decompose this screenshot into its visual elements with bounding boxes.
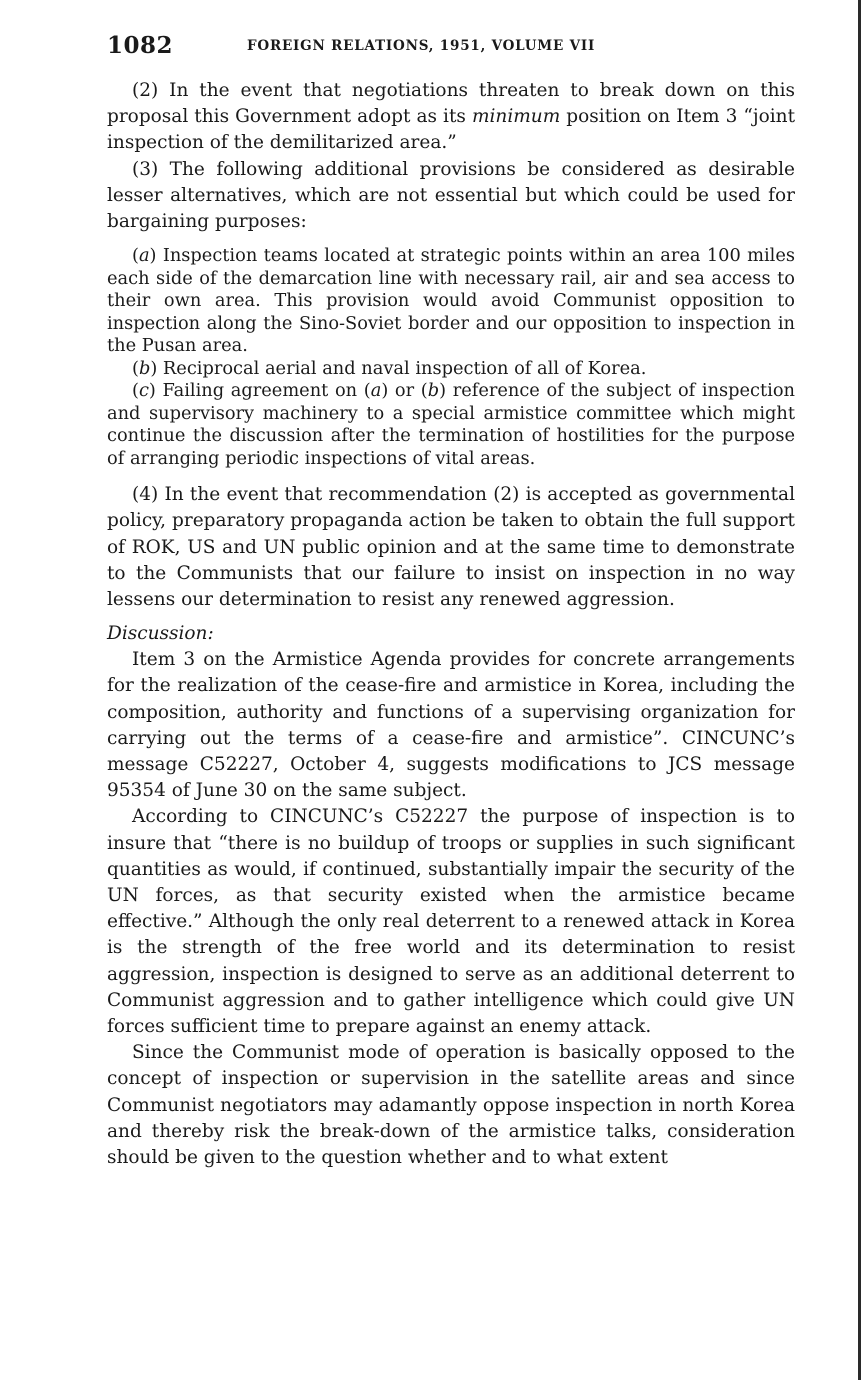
sub-item-a-letter: a <box>138 245 150 267</box>
sub-item-c-open: ( <box>132 380 139 402</box>
sub-item-b-open: ( <box>132 357 139 379</box>
paragraph-3: (3) The following additional provisions be considered as desirable lesser alternatives, which are not essential but which could be used for bargaining purposes: <box>107 158 795 233</box>
discussion-paragraph-1: Item 3 on the Armistice Agenda provides for concrete arrangements for the realization of the cease-fire and armistice in Korea, including the composition, authority and functions of a supervising organization for carrying out the terms of a cease-fire and armistice”. CINCUNC’s message C52227, October 4, suggests modifications to JCS message 95354 of June 30 on the same subject. <box>107 649 795 802</box>
discussion-paragraph-2: According to CINCUNC’s C52227 the purpose of inspection is to insure that “there is no buildup of troops or supplies in such significant quantities as would, if continued, substantially impair the security of the UN forces, as that security existed when the armistice became effective.” Although the only real deterrent to a renewed attack in Korea is the strength of the free world and its determination to resist aggression, inspection is designed to serve as an additional deterrent to Communist aggression and to gather intelligence which could give UN forces sufficient time to prepare against an enemy attack. <box>107 806 795 1038</box>
page-number: 1082 <box>107 32 174 59</box>
sub-item-b <box>107 358 795 381</box>
document-page <box>107 30 795 1171</box>
sub-item-c-letter: c <box>138 380 149 402</box>
discussion-heading: Discussion: <box>107 623 214 645</box>
sub-item-c-text-1: ) Failing agreement on ( <box>148 380 371 402</box>
sub-item-a <box>107 245 795 358</box>
sub-item-b-text: ) Reciprocal aerial and naval inspection of all of Korea. <box>150 357 647 379</box>
sub-item-c-ref-a: a <box>370 380 382 402</box>
paragraph-2-text: (2) In the event that negotiations threaten to break down on this proposal this Government adopt as its <box>107 80 795 128</box>
paragraph-4: (4) In the event that recommendation (2) is accepted as governmental policy, preparatory propaganda action be taken to obtain the full support of ROK, US and UN public opinion and at the same time to demonstrate to the Communists that our failure to insist on inspection in no way lessens our determination to resist any renewed aggression. <box>107 484 795 611</box>
sub-item-c <box>107 380 795 470</box>
running-header <box>107 30 795 66</box>
sub-item-c-text-2: ) or ( <box>381 380 428 402</box>
sub-item-a-text: ) Inspection teams located at strategic points within an area 100 miles each side of the demarcation line with necessary rail, air and sea access to their own area. This provision would avoid Communist opposition to inspection along the Sino-Soviet border and our opposition to inspection in the Pusan area. <box>107 245 795 357</box>
paragraph-2-emphasis: minimum <box>471 106 561 128</box>
discussion-paragraph-3: Since the Communist mode of operation is basically opposed to the concept of inspection or supervision in the satellite areas and since Communist negotiators may adamantly oppose inspection in north Korea and thereby risk the break-down of the armistice talks, consideration should be given to the question whether and to what extent <box>107 1042 795 1169</box>
sub-item-c-text-3: ) reference of the subject of inspection and supervisory machinery to a special armistice committee which might continue the discussion after the termination of hostilities for the purpose of arranging periodic inspections of vital areas. <box>107 380 796 469</box>
sub-item-c-ref-b: b <box>427 380 440 402</box>
running-title: FOREIGN RELATIONS, 1951, VOLUME VII <box>247 38 596 54</box>
paragraph-2 <box>107 78 795 157</box>
sub-item-a-open: ( <box>132 245 139 267</box>
paragraph-2-text-end: position on Item 3 “joint inspection of the demilitarized area.” <box>107 106 796 154</box>
sub-item-b-letter: b <box>138 357 151 379</box>
